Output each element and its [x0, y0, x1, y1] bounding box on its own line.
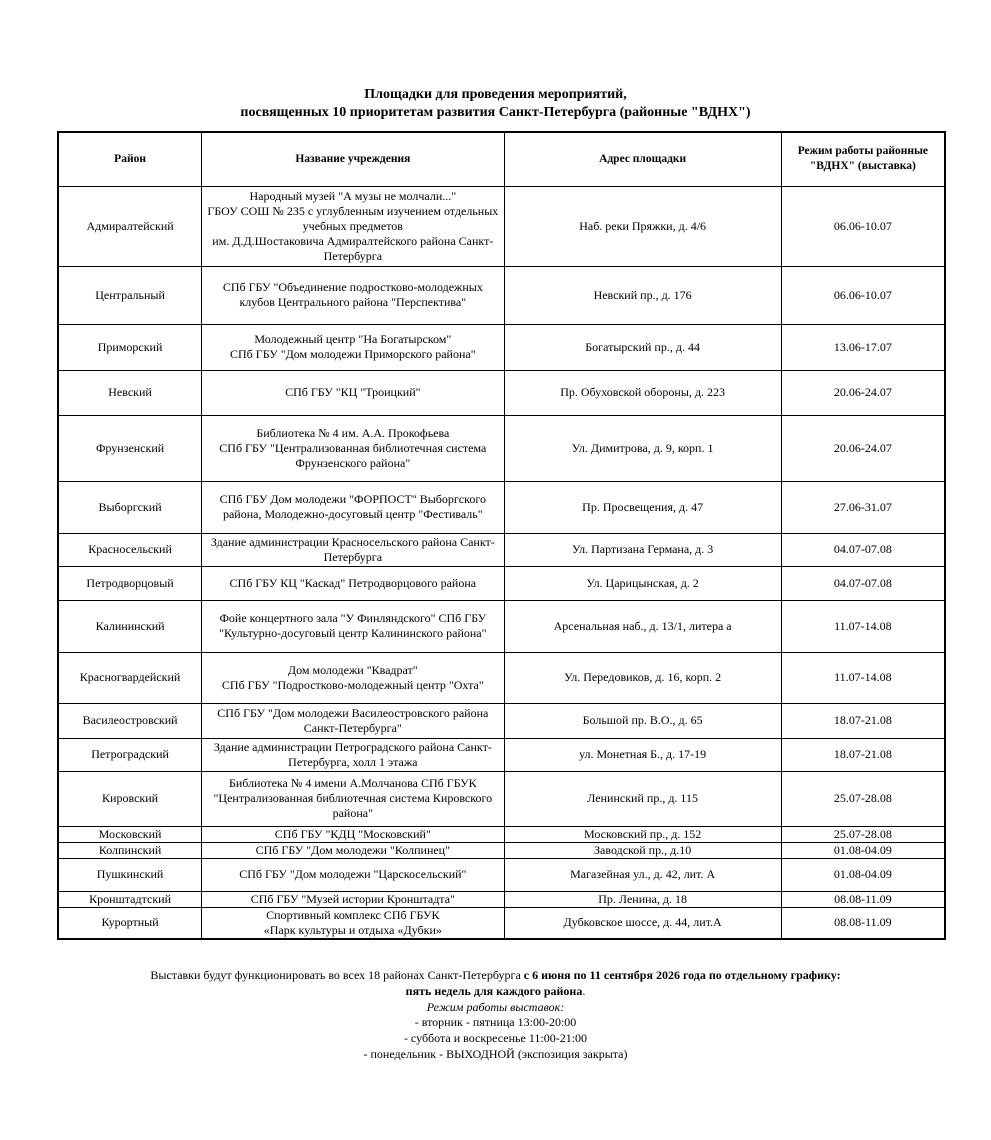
cell-name: СПб ГБУ "КДЦ "Московский"	[202, 826, 504, 842]
table-row	[58, 703, 945, 738]
cell-address: Невский пр., д. 176	[504, 266, 781, 324]
header-name: Название учреждения	[202, 132, 504, 186]
cell-address: Пр. Ленина, д. 18	[504, 891, 781, 907]
cell-name: СПб ГБУ "Дом молодежи "Царскосельский"	[202, 858, 504, 891]
cell-district: Калининский	[58, 600, 202, 652]
cell-address: Московский пр., д. 152	[504, 826, 781, 842]
cell-address: Ул. Царицынская, д. 2	[504, 566, 781, 600]
cell-name: Молодежный центр "На Богатырском" СПб ГБУ "Дом молодежи Приморского района"	[202, 324, 504, 370]
cell-dates: 04.07-07.08	[781, 566, 945, 600]
cell-name: СПб ГБУ "Дом молодежи "Колпинец"	[202, 842, 504, 858]
cell-name: СПб ГБУ КЦ "Каскад" Петродворцового района	[202, 566, 504, 600]
cell-district: Кронштадтский	[58, 891, 202, 907]
cell-name: Здание администрации Петроградского района Санкт-Петербурга, холл 1 этажа	[202, 738, 504, 771]
cell-dates: 04.07-07.08	[781, 533, 945, 566]
schedule-monday: - понедельник - ВЫХОДНОЙ (экспозиция закрыта)	[363, 1046, 628, 1061]
venues-table	[57, 131, 946, 940]
cell-address: Пр. Обуховской обороны, д. 223	[504, 370, 781, 415]
table-row	[58, 533, 945, 566]
cell-dates: 25.07-28.08	[781, 771, 945, 826]
table-row	[58, 738, 945, 771]
title-line-1: Площадки для проведения мероприятий,	[364, 87, 627, 102]
table-row	[58, 842, 945, 858]
cell-dates: 20.06-24.07	[781, 370, 945, 415]
table-header-row	[58, 132, 945, 186]
cell-name: СПб ГБУ "Дом молодежи Василеостровского района Санкт-Петербурга"	[202, 703, 504, 738]
cell-dates: 20.06-24.07	[781, 415, 945, 481]
cell-name: Здание администрации Красносельского района Санкт-Петербурга	[202, 533, 504, 566]
table-body	[58, 186, 945, 939]
footer-line-1	[0, 968, 991, 984]
cell-district: Курортный	[58, 907, 202, 939]
cell-dates: 01.08-04.09	[781, 842, 945, 858]
cell-name: Библиотека № 4 им. А.А. Прокофьева СПб ГБУ "Централизованная библиотечная система Фрунзенского района"	[202, 415, 504, 481]
cell-name: Народный музей "А музы не молчали..." ГБОУ СОШ № 235 с углубленным изучением отдельных учебных предметов им. Д.Д.Шостаковича Адмиралтейского района Санкт-Петербурга	[202, 186, 504, 266]
cell-district: Невский	[58, 370, 202, 415]
cell-dates: 08.08-11.09	[781, 891, 945, 907]
cell-dates: 18.07-21.08	[781, 738, 945, 771]
table-row	[58, 481, 945, 533]
cell-name: Библиотека № 4 имени А.Молчанова СПб ГБУК "Централизованная библиотечная система Кировского района"	[202, 771, 504, 826]
cell-name: СПб ГБУ "КЦ "Троицкий"	[202, 370, 504, 415]
cell-dates: 06.06-10.07	[781, 186, 945, 266]
cell-district: Фрунзенский	[58, 415, 202, 481]
cell-district: Красносельский	[58, 533, 202, 566]
cell-address: Ул. Партизана Германа, д. 3	[504, 533, 781, 566]
table-row	[58, 891, 945, 907]
cell-district: Василеостровский	[58, 703, 202, 738]
cell-address: Ул. Передовиков, д. 16, корп. 2	[504, 652, 781, 703]
table-row	[58, 652, 945, 703]
footer-intro: Выставки будут функционировать во всех 18 районах Санкт-Петербурга	[150, 968, 524, 982]
cell-name: СПб ГБУ "Объединение подростково-молодежных клубов Центрального района "Перспектива"	[202, 266, 504, 324]
cell-name: СПб ГБУ Дом молодежи "ФОРПОСТ" Выборгского района, Молодежно-досуговый центр "Фестиваль"	[202, 481, 504, 533]
schedule-weekdays: - вторник - пятница 13:00-20:00	[414, 1015, 577, 1030]
cell-district: Петроградский	[58, 738, 202, 771]
cell-dates: 01.08-04.09	[781, 858, 945, 891]
cell-district: Пушкинский	[58, 858, 202, 891]
header-dates: Режим работы районные "ВДНХ" (выставка)	[781, 132, 945, 186]
cell-district: Адмиралтейский	[58, 186, 202, 266]
cell-address: Ленинский пр., д. 115	[504, 771, 781, 826]
footer-weeks: пять недель для каждого района	[405, 983, 583, 998]
table-row	[58, 186, 945, 266]
table-row	[58, 566, 945, 600]
cell-dates: 11.07-14.08	[781, 652, 945, 703]
table-row	[58, 415, 945, 481]
cell-address: Большой пр. В.О., д. 65	[504, 703, 781, 738]
cell-district: Центральный	[58, 266, 202, 324]
table-row	[58, 266, 945, 324]
cell-address: Магазейная ул., д. 42, лит. А	[504, 858, 781, 891]
cell-name: СПб ГБУ "Музей истории Кронштадта"	[202, 891, 504, 907]
table-row	[58, 826, 945, 842]
table-row	[58, 771, 945, 826]
schedule-title: Режим работы выставок:	[426, 999, 565, 1014]
title-line-2: посвященных 10 приоритетам развития Санкт-Петербурга (районные "ВДНХ")	[240, 105, 751, 120]
cell-district: Петродворцовый	[58, 566, 202, 600]
header-district: Район	[58, 132, 202, 186]
cell-district: Приморский	[58, 324, 202, 370]
cell-address: Арсенальная наб., д. 13/1, литера а	[504, 600, 781, 652]
cell-name: Фойе концертного зала "У Финляндского" СПб ГБУ "Культурно-досуговый центр Калининского района"	[202, 600, 504, 652]
table-row	[58, 907, 945, 939]
cell-dates: 27.06-31.07	[781, 481, 945, 533]
cell-address: Дубковское шоссе, д. 44, лит.А	[504, 907, 781, 939]
cell-address: Заводской пр., д.10	[504, 842, 781, 858]
cell-district: Кировский	[58, 771, 202, 826]
cell-address: Богатырский пр., д. 44	[504, 324, 781, 370]
cell-dates: 08.08-11.09	[781, 907, 945, 939]
cell-name: Дом молодежи "Квадрат" СПб ГБУ "Подростково-молодежный центр "Охта"	[202, 652, 504, 703]
header-address: Адрес площадки	[504, 132, 781, 186]
cell-dates: 06.06-10.07	[781, 266, 945, 324]
cell-address: Наб. реки Пряжки, д. 4/6	[504, 186, 781, 266]
page-title	[0, 86, 991, 122]
table-row	[58, 324, 945, 370]
footer-line-2	[0, 984, 991, 1000]
cell-address: ул. Монетная Б., д. 17-19	[504, 738, 781, 771]
cell-district: Красногвардейский	[58, 652, 202, 703]
cell-district: Колпинский	[58, 842, 202, 858]
cell-district: Московский	[58, 826, 202, 842]
cell-address: Ул. Димитрова, д. 9, корп. 1	[504, 415, 781, 481]
cell-dates: 11.07-14.08	[781, 600, 945, 652]
cell-dates: 13.06-17.07	[781, 324, 945, 370]
footer-period: .	[582, 983, 586, 998]
cell-dates: 18.07-21.08	[781, 703, 945, 738]
footer-dates: с 6 июня по 11 сентября 2026 года по отдельному графику:	[523, 968, 841, 982]
table-row	[58, 858, 945, 891]
cell-address: Пр. Просвещения, д. 47	[504, 481, 781, 533]
schedule-weekend: - суббота и воскресенье 11:00-21:00	[403, 1031, 588, 1046]
cell-dates: 25.07-28.08	[781, 826, 945, 842]
table-row	[58, 600, 945, 652]
cell-district: Выборгский	[58, 481, 202, 533]
footer-note	[0, 968, 991, 1063]
table-row	[58, 370, 945, 415]
cell-name: Спортивный комплекс СПб ГБУК «Парк культуры и отдыха «Дубки»	[202, 907, 504, 939]
